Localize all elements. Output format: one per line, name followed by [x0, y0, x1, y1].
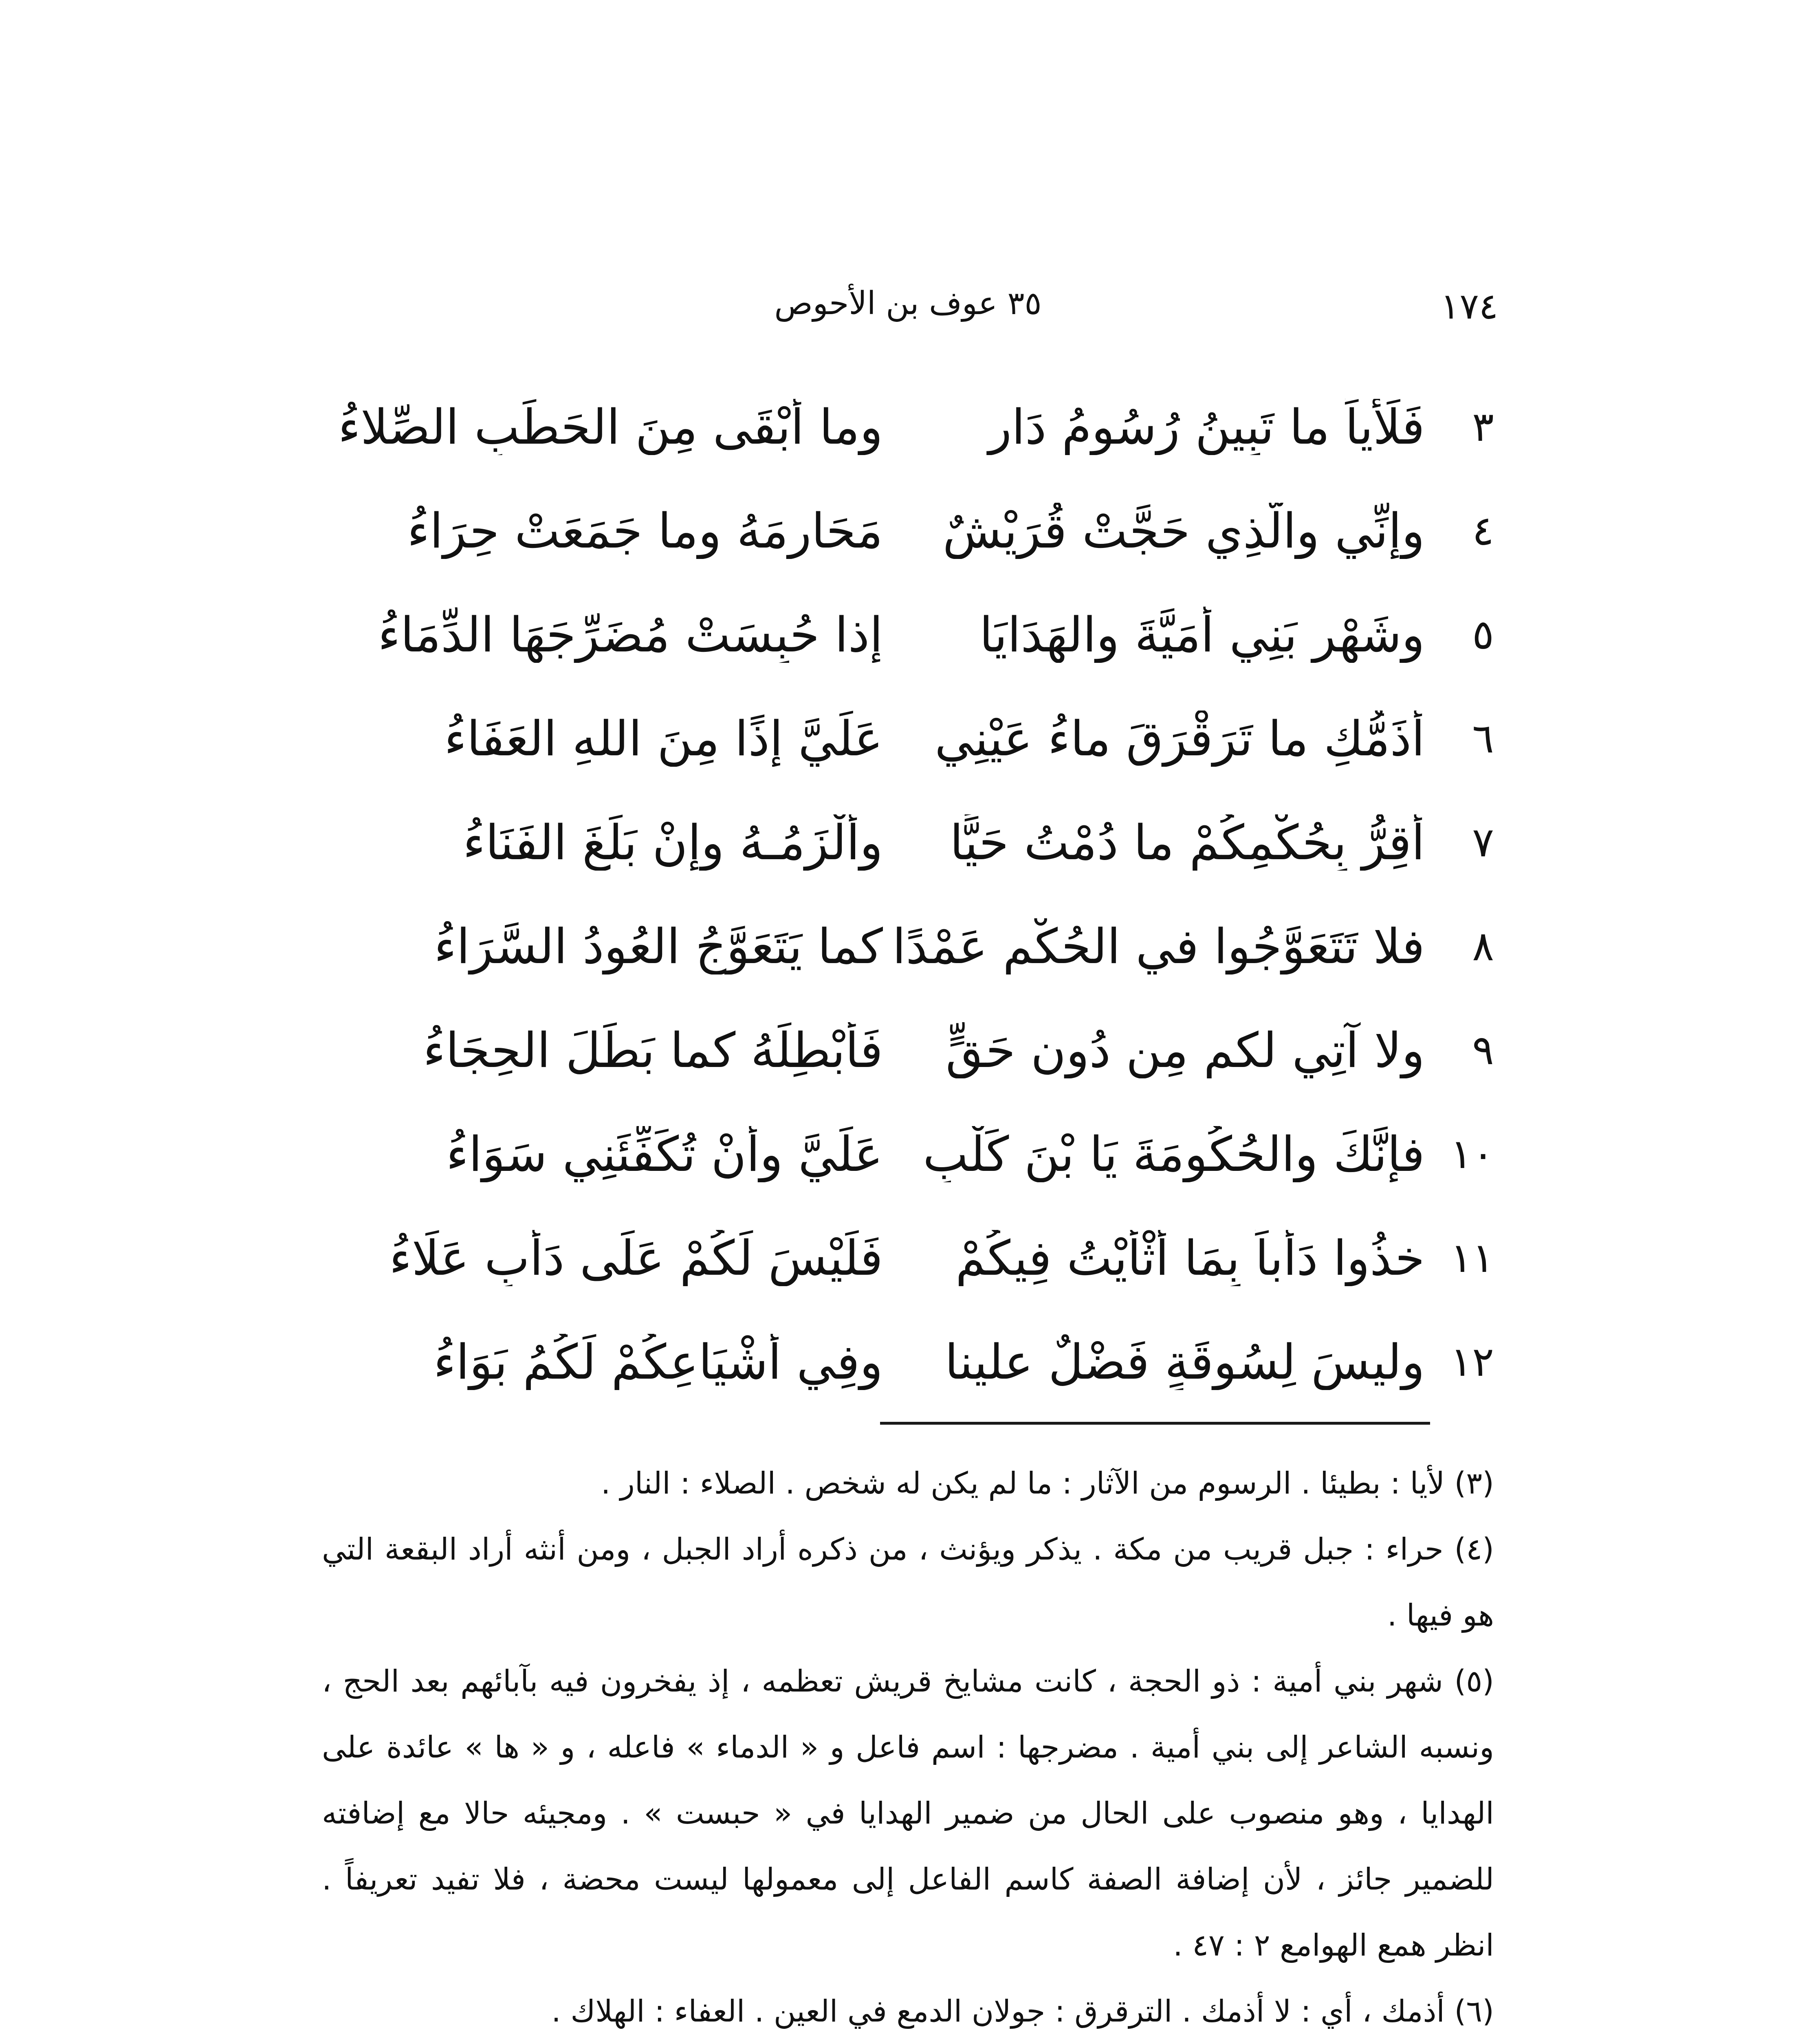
- verse: [318, 894, 1494, 998]
- verse-number: ٤: [1472, 507, 1494, 554]
- verse-number: ٣: [1472, 403, 1494, 451]
- second-hemistich: إذا حُبِسَتْ مُضَرِّجَهَا الدِّمَاءُ: [378, 606, 883, 663]
- second-hemistich: كما يَتَعَوَّجُ العُودُ السَّرَاءُ: [434, 918, 883, 975]
- second-hemistich: فَلَيْسَ لَكُمْ عَلَى دَأْبٍ عَلَاءُ: [389, 1230, 883, 1286]
- first-hemistich: وشَهْرِ بَنِي أُمَيَّةَ والهَدَايَا: [979, 606, 1425, 663]
- verse: [318, 998, 1494, 1102]
- verse: [318, 1102, 1494, 1206]
- first-hemistich: أُذَمُّكِ ما تَرَقْرَقَ ماءُ عَيْنِي: [935, 710, 1425, 767]
- verse: [318, 1310, 1494, 1414]
- first-hemistich: أُقِرُّ بِحُكْمِكُمْ ما دُمْتُ حَيًّا: [950, 814, 1425, 871]
- page-header: [318, 285, 1498, 342]
- verse-number: ١٠: [1450, 1130, 1494, 1178]
- second-hemistich: عَلَيَّ وأَنْ تُكَفِّئَنِي سَوَاءُ: [446, 1126, 883, 1182]
- verse-number: ١١: [1450, 1234, 1494, 1282]
- footnotes: [322, 1450, 1494, 2037]
- second-hemistich: وأَلْزَمُـهُ وإنْ بَلَغَ الفَنَاءُ: [462, 814, 883, 871]
- second-hemistich: عَلَيَّ إذًا مِنَ اللهِ العَفَاءُ: [444, 710, 883, 767]
- verse-number: ٦: [1472, 715, 1494, 762]
- first-hemistich: فإنَّكَ والحُكُومَةَ يَا بْنَ كَلْبٍ: [923, 1126, 1425, 1182]
- verse: [318, 375, 1494, 479]
- verse-number: ٩: [1472, 1026, 1494, 1074]
- verse: [318, 479, 1494, 583]
- first-hemistich: فلا تَتَعَوَّجُوا في الحُكْمِ عَمْدًا: [892, 918, 1425, 975]
- first-hemistich: خذُوا دَأباً بِمَا أَثْأَيْتُ فِيكُمْ: [955, 1230, 1425, 1286]
- verse-number: ٧: [1472, 818, 1494, 866]
- footnote: (٥) شهر بني أمية : ذو الحجة ، كانت مشايخ قريش تعظمه ، إذ يفخرون فيه بآبائهم بعد الحج ، ونسبه الشاعر إلى بني أمية . مضرجها : اسم فاعل و « الدماء » فاعله ، و « ها » عائدة على الهدايا ، وهو منصوب على الحال من ضمير الهدايا في « حبست » . ومجيئه حالا مع إضافته للضمير جائز ، لأن إضافة الصفة كاسم الفاعل إلى معمولها ليست محضة ، فلا تفيد تعريفاً . انظر همع الهوامع ٢ : ٤٧ .: [322, 1664, 1494, 1963]
- second-hemistich: وفِي أَشْيَاعِكُمْ لَكُمُ بَوَاءُ: [433, 1333, 883, 1390]
- page-number: ١٧٤: [1440, 285, 1498, 327]
- first-hemistich: وليسَ لِسُوقَةٍ فَضْلٌ علينا: [944, 1333, 1425, 1390]
- verse: [318, 583, 1494, 686]
- footnote-divider: [880, 1422, 1430, 1425]
- poem: [318, 375, 1494, 1414]
- verse: [318, 1206, 1494, 1310]
- second-hemistich: فَأُبْطِلَهُ كما بَطَلَ الحِجَاءُ: [423, 1022, 883, 1078]
- second-hemistich: وما أَبْقَى مِنَ الحَطَبِ الصِّلاءُ: [338, 398, 883, 455]
- running-title: ٣٥ عوف بن الأحوص: [774, 285, 1042, 322]
- first-hemistich: فَلَأْياً ما تَبِينُ رُسُومُ دَارٍ: [988, 398, 1425, 455]
- verse-number: ٨: [1472, 922, 1494, 970]
- second-hemistich: مَحَارِمَهُ وما جَمَعَتْ حِرَاءُ: [407, 502, 883, 559]
- verse: [318, 686, 1494, 790]
- footnote: (٣) لأيا : بطيئا . الرسوم من الآثار : ما لم يكن له شخص . الصلاء : النار .: [601, 1466, 1494, 1501]
- first-hemistich: وإنِّي والَّذِي حَجَّتْ قُرَيْشٌ: [942, 502, 1425, 559]
- footnote: (٤) حراء : جبل قريب من مكة . يذكر ويؤنث ، من ذكره أراد الجبل ، ومن أنثه أراد البقعة التي هو فيها .: [322, 1532, 1494, 1633]
- footnote: (٦) أذمك ، أي : لا أذمك . الترقرق : جولان الدمع في العين . العفاء : الهلاك .: [551, 1994, 1494, 2029]
- verse-number: ٥: [1472, 611, 1494, 658]
- first-hemistich: ولا آتِي لكم مِن دُونِ حَقٍّ: [945, 1022, 1425, 1078]
- verse-number: ١٢: [1450, 1338, 1494, 1386]
- verse: [318, 790, 1494, 894]
